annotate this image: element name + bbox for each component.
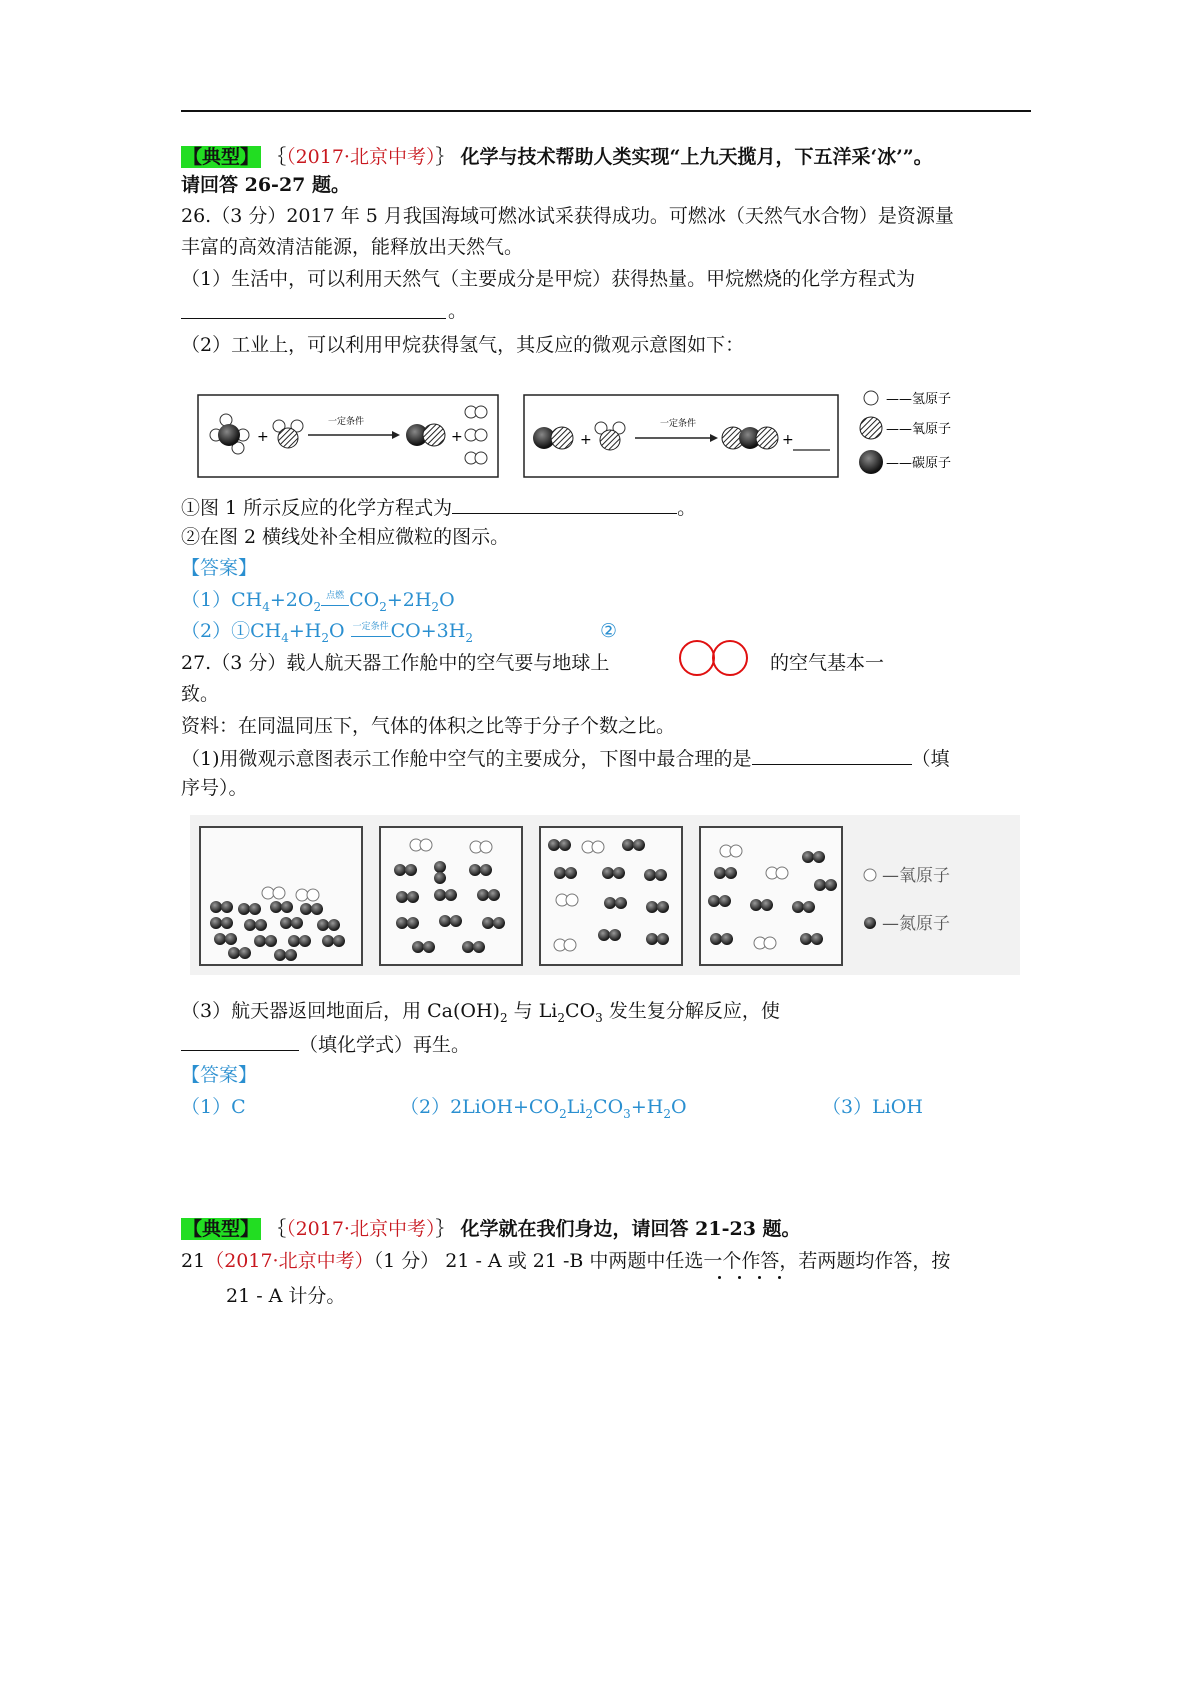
legend-carbon: ——碳原子 — [886, 456, 952, 471]
q26-part1-blank[interactable] — [181, 298, 446, 319]
co-molecule — [406, 424, 445, 446]
legend-o-atom: —氧原子 — [882, 866, 950, 886]
answer-o2-molecule — [675, 638, 755, 678]
bracket-close: ｝ — [435, 146, 455, 168]
q27-stem-line1-end: 的空气基本一 — [770, 652, 885, 674]
q26-part2: （2）工业上，可以利用甲烷获得氢气，其反应的微观示意图如下： — [181, 334, 745, 356]
q26-answer2-circle: ② — [600, 620, 618, 642]
fig2-condition: 一定条件 — [660, 419, 697, 429]
section-title-text: 化学与技术帮助人类实现“上九天揽月，下五洋采‘冰’”。 — [460, 146, 933, 168]
q27-part3-line2: （填化学式）再生。 — [181, 1032, 470, 1057]
svg-text:+: + — [580, 432, 592, 448]
fig1-condition: 一定条件 — [328, 417, 365, 427]
q26-part1: （1）生活中，可以利用天然气（主要成分是甲烷）获得热量。甲烷燃烧的化学方程式为 — [181, 268, 916, 290]
q27-part1: （1)用微观示意图表示工作舱中空气的主要成分，下图中最合理的是 （填 — [181, 748, 950, 770]
q27-part3-blank[interactable] — [181, 1032, 299, 1051]
bracket-close: ｝ — [435, 1218, 455, 1240]
section-title-text: 化学就在我们身边，请回答 21-23 题。 — [460, 1218, 801, 1240]
q27-part1-line2: 序号）。 — [181, 777, 248, 799]
q26-answer2: $(2)①CH_4+H_2O$ 一定条件 $CO+3H_2$ — [181, 620, 473, 645]
section2-title — [181, 1218, 801, 1241]
q26-sub1: ①图 1 所示反应的化学方程式为 。 — [181, 497, 697, 519]
emphasis-dots — [718, 1276, 788, 1280]
section1-title-line2: 请回答 26-27 题。 — [181, 174, 350, 196]
q21-stem: 21（2017·北京中考）（1 分） 21 - A 或 21 -B 中两题中任选一个作答，若两题均作答，按 — [181, 1250, 951, 1272]
source-label: （2017·北京中考） — [286, 1218, 436, 1240]
section-tag: 【典型】 — [183, 1218, 260, 1240]
legend-hydrogen: ——氢原子 — [886, 392, 952, 407]
svg-text:+: + — [257, 429, 269, 445]
q27-stem-line2: 致。 — [181, 683, 220, 705]
q27-answer-label: 【答案】 — [181, 1064, 258, 1086]
q27-stem-line1: 27.（3 分）载人航天器工作舱中的空气要与地球上 — [181, 652, 610, 674]
q26-answer1: $(1)CH_4+2O_2$ 点燃 $CO_2+2H_2O$ — [181, 589, 455, 614]
q27-answer2: $(2)2LiOH+CO_2Li_2CO_3+H_2O$ — [400, 1096, 687, 1121]
q26-sub1-blank[interactable] — [452, 495, 677, 514]
q26-answer-label: 【答案】 — [181, 557, 258, 579]
q26-stem-line1: 26.（3 分）2017 年 5 月我国海域可燃冰试采获得成功。可燃冰（天然气水合物）是资源量 — [181, 205, 954, 227]
q26-sub2: ②在图 2 横线处补全相应微粒的图示。 — [181, 526, 510, 548]
section1-title — [181, 146, 933, 169]
header-rule — [181, 110, 1031, 112]
q27-answer1: （1）C — [181, 1096, 246, 1118]
hydrogen-molecules — [465, 406, 487, 464]
q27-info: 资料：在同温同压下，气体的体积之比等于分子个数之比。 — [181, 715, 676, 737]
q26-part1-period: 。 — [448, 300, 468, 322]
q21-stem-line2: 21 - A 计分。 — [226, 1285, 346, 1307]
bracket-open: ｛ — [267, 146, 287, 168]
air-composition-figure — [190, 815, 1020, 975]
reaction-figure — [180, 380, 1010, 480]
co2-molecule — [722, 427, 778, 449]
svg-text:+: + — [782, 432, 794, 448]
q27-part3: （3）航天器返回地面后，用 $Ca(OH)_2$ 与 $Li_2CO_3$ 发生复分解反应，使 — [181, 1000, 780, 1025]
source-label: （2017·北京中考） — [286, 146, 436, 168]
legend-oxygen: ——氧原子 — [886, 422, 952, 437]
legend-n-atom: —氮原子 — [882, 914, 950, 934]
q27-answer3: （3）LiOH — [822, 1096, 923, 1118]
bracket-open: ｛ — [267, 1218, 287, 1240]
q27-part1-blank[interactable] — [752, 746, 912, 765]
q26-stem-line2: 丰富的高效清洁能源，能释放出天然气。 — [181, 236, 524, 258]
svg-text:+: + — [451, 429, 463, 445]
section-tag: 【典型】 — [183, 146, 260, 168]
